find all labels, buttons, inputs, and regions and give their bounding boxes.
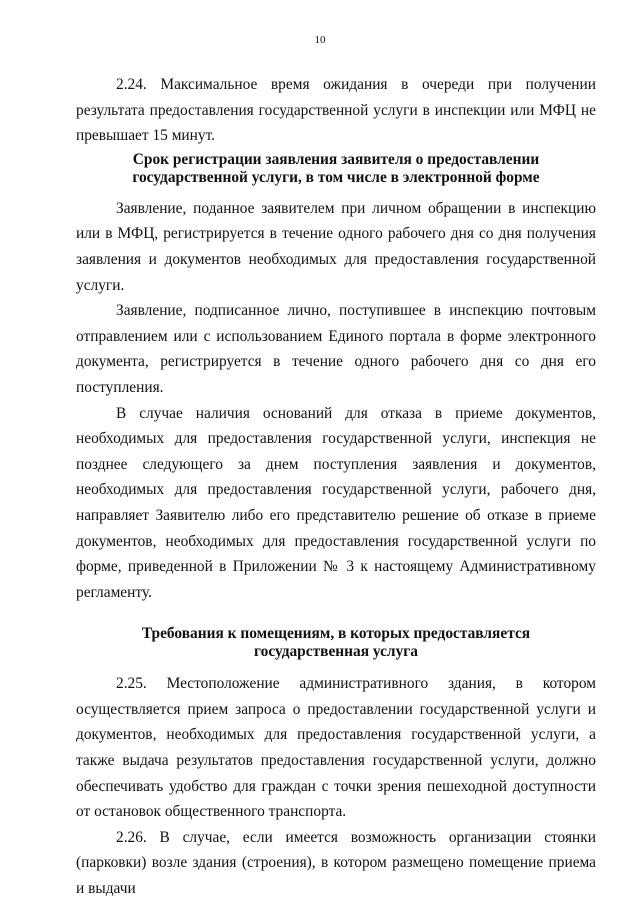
document-body <box>76 72 596 902</box>
section-heading-registration: Срок регистрации заявления заявителя о предоставлении государственной услуги, в том числе в электронной форме <box>132 150 540 186</box>
paragraph-postal-submission: Заявление, подписанное лично, поступившее в инспекцию почтовым отправлением или с использованием Единого портала в форме электронного документа, регистрируется в течение одного рабочего дня со дня его поступления. <box>76 302 596 396</box>
paragraph-personal-submission: Заявление, поданное заявителем при личном обращении в инспекцию или в МФЦ, регистрируется в течение одного рабочего дня со дня получения заявления и документов необходимых для предоставления государственной услуги. <box>76 199 596 294</box>
paragraph-2-26: 2.26. В случае, если имеется возможность организации стоянки (парковки) возле здания (строения), в котором размещено помещение приема и выдачи <box>76 828 596 898</box>
section-heading-premises: Требования к помещениям, в которых предоставляется государственная услуга <box>141 625 531 661</box>
paragraph-refusal: В случае наличия оснований для отказа в приеме документов, необходимых для предоставления государственной услуги, инспекция не позднее следующего за днем поступления заявления и документов, необходимых для предоставления государственной услуги, рабочего дня, направляет Заявителю либо его представителю решение об отказе в приеме документов, необходимых для предоставления государственной услуги по форме, приведенной в Приложении № 3 к настоящему Административному регламенту. <box>76 404 596 601</box>
page-number: 10 <box>314 34 326 46</box>
paragraph-2-25: 2.25. Местоположение административного здания, в котором осуществляется прием запроса о предоставлении государственной услуги и документов, необходимых для предоставления государственной услуги, а также выдача результатов предоставления государственной услуги, должно обеспечивать удобство для граждан с точки зрения пешеходной доступности от остановок общественного транспорта. <box>76 675 596 821</box>
paragraph-2-24: 2.24. Максимальное время ожидания в очереди при получении результата предоставления государственной услуги в инспекции или МФЦ не превышает 15 минут. <box>76 76 596 145</box>
